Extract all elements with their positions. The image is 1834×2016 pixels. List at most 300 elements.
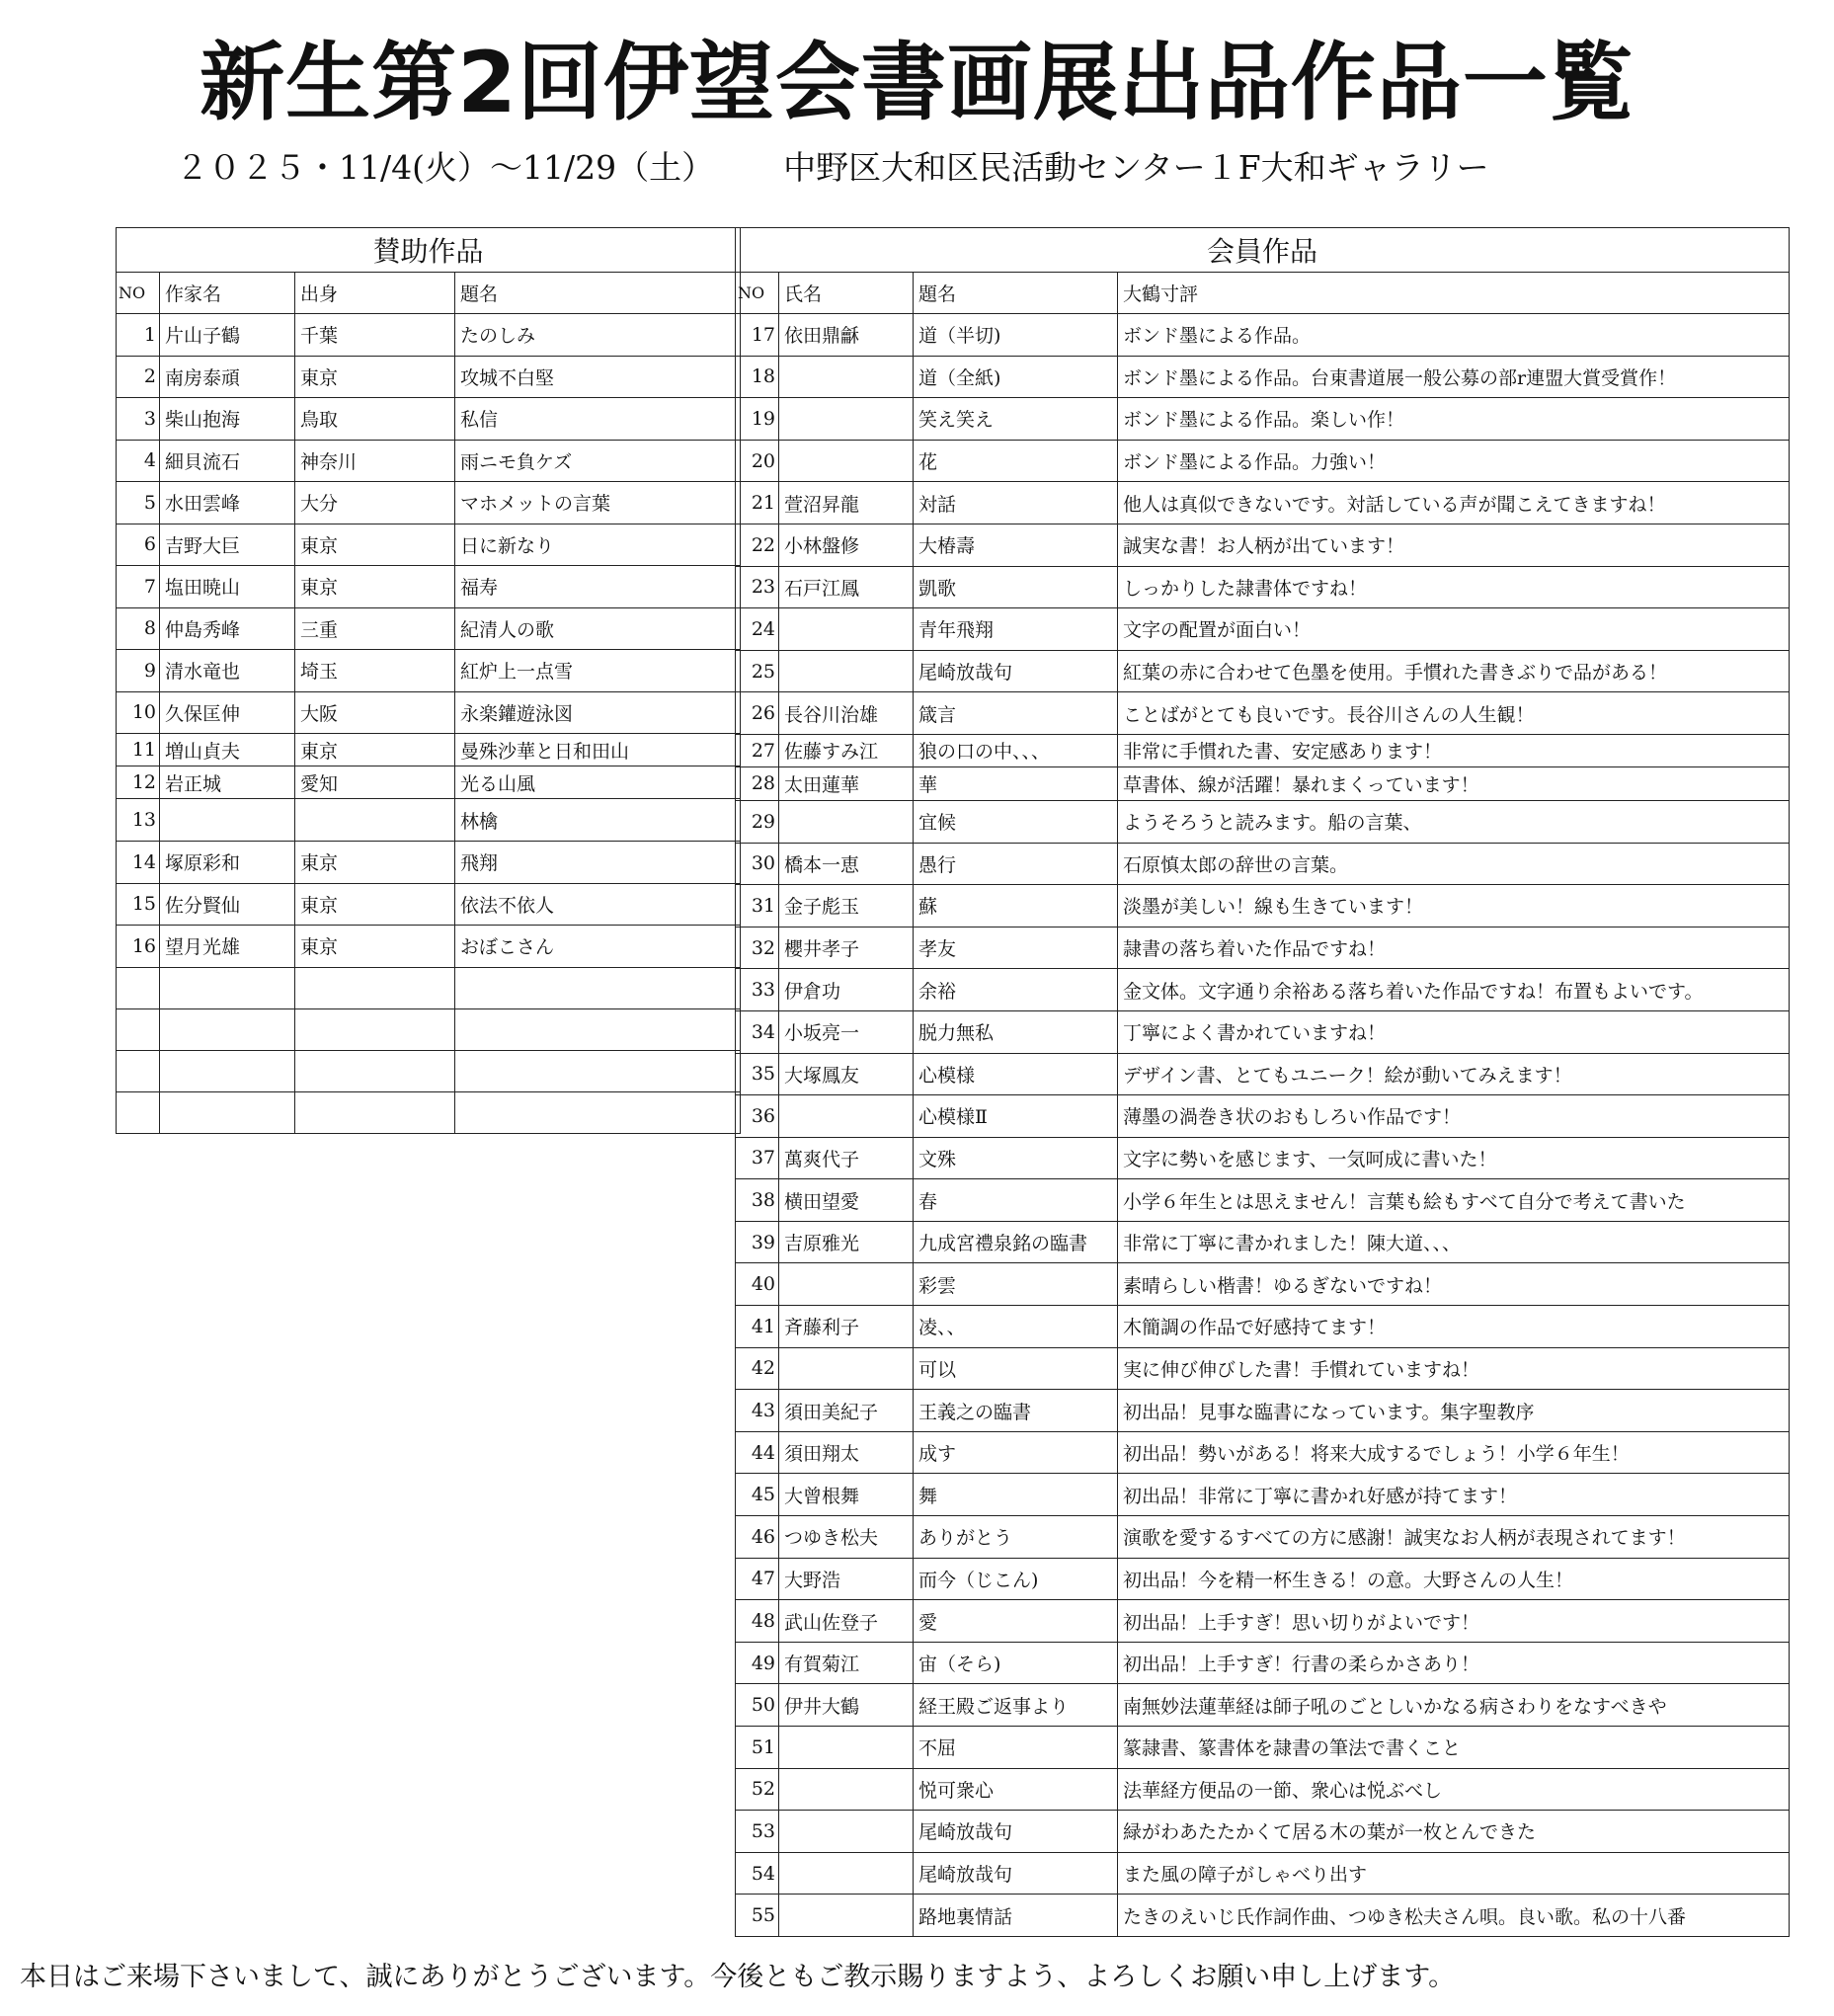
member-name: 石戸江鳳 [779, 566, 914, 608]
member-name [779, 398, 914, 441]
entry-number: 49 [736, 1642, 779, 1684]
work-title: 宜候 [914, 800, 1118, 843]
critique: ボンド墨による作品。台東書道展一般公募の部r連盟大賞受賞作！ [1118, 356, 1790, 398]
page-title: 新生第2回伊望会書画展出品作品一覧 [199, 34, 1635, 132]
empty-row [117, 1050, 741, 1091]
critique: 緑がわあたたかくて居る木の葉が一枚とんできた [1118, 1811, 1790, 1853]
work-title: 彩雲 [914, 1263, 1118, 1306]
artist-origin: 千葉 [295, 314, 455, 357]
critique: 篆隷書、篆書体を隷書の筆法で書くこと [1118, 1727, 1790, 1769]
work-title: 余裕 [914, 969, 1118, 1011]
critique: 初出品！上手すぎ！行書の柔らかさあり！ [1118, 1642, 1790, 1684]
table-row [736, 766, 1790, 800]
entry-number: 36 [736, 1095, 779, 1138]
member-name: 佐藤すみ江 [779, 734, 914, 766]
table-row [736, 314, 1790, 357]
empty-cell [295, 1091, 455, 1133]
table-row [736, 1010, 1790, 1053]
entry-number: 21 [736, 482, 779, 524]
critique: 薄墨の渦巻き状のおもしろい作品です！ [1118, 1095, 1790, 1138]
critique: 丁寧によく書かれていますね！ [1118, 1010, 1790, 1053]
table-row [117, 650, 741, 692]
entry-number: 18 [736, 356, 779, 398]
work-title: 悦可衆心 [914, 1768, 1118, 1811]
artist-name: 柴山抱海 [160, 398, 295, 441]
critique: 素晴らしい楷書！ゆるぎないですね！ [1118, 1263, 1790, 1306]
critique: 誠実な書！お人柄が出ています！ [1118, 524, 1790, 566]
critique: 淡墨が美しい！線も生きています！ [1118, 885, 1790, 927]
empty-cell [117, 1008, 160, 1050]
member-name [779, 800, 914, 843]
entry-number: 10 [117, 691, 160, 734]
work-title: 而今（じこん) [914, 1558, 1118, 1600]
artist-origin: 愛知 [295, 766, 455, 799]
work-title: 心模様 [914, 1053, 1118, 1095]
table-row [117, 799, 741, 842]
critique: たきのえいじ氏作詞作曲、つゆき松夫さん唄。良い歌。私の十八番 [1118, 1895, 1790, 1937]
empty-cell [455, 1050, 741, 1091]
entry-number: 12 [117, 766, 160, 799]
work-title: 紅炉上一点雪 [455, 650, 741, 692]
critique: 法華経方便品の一節、衆心は悦ぶべし [1118, 1768, 1790, 1811]
artist-name: 片山子鶴 [160, 314, 295, 357]
entry-number: 9 [117, 650, 160, 692]
work-title: 凌、、 [914, 1306, 1118, 1348]
entry-number: 3 [117, 398, 160, 441]
artist-origin: 東京 [295, 566, 455, 608]
critique: ボンド墨による作品。 [1118, 314, 1790, 357]
artist-name: 細貝流石 [160, 440, 295, 482]
table-row [736, 650, 1790, 692]
empty-cell [117, 967, 160, 1008]
member-name [779, 650, 914, 692]
entry-number: 16 [117, 926, 160, 968]
table-row [736, 1474, 1790, 1516]
artist-origin: 三重 [295, 607, 455, 650]
table-row [736, 1306, 1790, 1348]
member-works-table [735, 227, 1790, 1937]
work-title: 舞 [914, 1474, 1118, 1516]
member-name: 太田蓮華 [779, 766, 914, 800]
critique: ことばがとても良いです。長谷川さんの人生観！ [1118, 692, 1790, 735]
critique: 初出品！今を精一杯生きる！の意。大野さんの人生！ [1118, 1558, 1790, 1600]
critique: 初出品！上手すぎ！思い切りがよいです！ [1118, 1600, 1790, 1643]
member-name: 武山佐登子 [779, 1600, 914, 1643]
entry-number: 13 [117, 799, 160, 842]
work-title: 狼の口の中、、、 [914, 734, 1118, 766]
table-row [736, 1137, 1790, 1179]
table-row [736, 927, 1790, 969]
entry-number: 2 [117, 356, 160, 398]
table-row [736, 356, 1790, 398]
work-title: 尾崎放哉句 [914, 650, 1118, 692]
table-row [736, 1095, 1790, 1138]
sponsor-works-table [116, 227, 741, 1134]
artist-name: 清水竜也 [160, 650, 295, 692]
entry-number: 15 [117, 883, 160, 926]
member-name: 須田美紀子 [779, 1390, 914, 1432]
table-row [736, 1684, 1790, 1727]
table-row [117, 766, 741, 799]
entry-number: 26 [736, 692, 779, 735]
table-row [736, 398, 1790, 441]
work-title: 永楽鑵遊泳図 [455, 691, 741, 734]
member-name [779, 1852, 914, 1895]
entry-number: 25 [736, 650, 779, 692]
artist-origin: 鳥取 [295, 398, 455, 441]
entry-number: 28 [736, 766, 779, 800]
member-name: 有賀菊江 [779, 1642, 914, 1684]
entry-number: 45 [736, 1474, 779, 1516]
work-title: 飛翔 [455, 842, 741, 884]
member-name: 伊井大鶴 [779, 1684, 914, 1727]
column-header: 題名 [914, 273, 1118, 314]
member-name [779, 440, 914, 482]
entry-number: 6 [117, 524, 160, 566]
table-row [736, 1179, 1790, 1222]
column-header: 作家名 [160, 273, 295, 314]
work-title: 王義之の臨書 [914, 1390, 1118, 1432]
table-row [736, 1558, 1790, 1600]
member-name [779, 1768, 914, 1811]
entry-number: 39 [736, 1221, 779, 1263]
work-title: 凱歌 [914, 566, 1118, 608]
work-title: 不屈 [914, 1727, 1118, 1769]
table-row [736, 482, 1790, 524]
entry-number: 31 [736, 885, 779, 927]
work-title: 花 [914, 440, 1118, 482]
artist-origin: 東京 [295, 883, 455, 926]
artist-name: 久保匡伸 [160, 691, 295, 734]
critique: また風の障子がしゃべり出す [1118, 1852, 1790, 1895]
entry-number: 46 [736, 1516, 779, 1559]
table-row [117, 566, 741, 608]
critique: 隷書の落ち着いた作品ですね！ [1118, 927, 1790, 969]
member-name [779, 1263, 914, 1306]
artist-origin: 神奈川 [295, 440, 455, 482]
entry-number: 4 [117, 440, 160, 482]
empty-cell [455, 1008, 741, 1050]
member-name: 櫻井孝子 [779, 927, 914, 969]
column-header: NO [736, 273, 779, 314]
entry-number: 11 [117, 734, 160, 766]
work-title: 九成宮禮泉銘の臨書 [914, 1221, 1118, 1263]
critique: 文字に勢いを感じます、一気呵成に書いた！ [1118, 1137, 1790, 1179]
table-row [117, 926, 741, 968]
artist-origin: 東京 [295, 842, 455, 884]
artist-origin: 埼玉 [295, 650, 455, 692]
entry-number: 54 [736, 1852, 779, 1895]
work-title: 曼殊沙華と日和田山 [455, 734, 741, 766]
table-row [117, 691, 741, 734]
entry-number: 53 [736, 1811, 779, 1853]
table-row [736, 734, 1790, 766]
work-title: 日に新なり [455, 524, 741, 566]
member-name: 大塚鳳友 [779, 1053, 914, 1095]
entry-number: 17 [736, 314, 779, 357]
work-title: 心模様Ⅱ [914, 1095, 1118, 1138]
empty-cell [160, 1008, 295, 1050]
table-row [736, 1768, 1790, 1811]
table-row [736, 608, 1790, 651]
table-row [117, 440, 741, 482]
empty-cell [455, 1091, 741, 1133]
table-row [736, 885, 1790, 927]
entry-number: 5 [117, 482, 160, 524]
artist-name: 岩正城 [160, 766, 295, 799]
column-header: 氏名 [779, 273, 914, 314]
empty-cell [160, 1091, 295, 1133]
table-row [736, 843, 1790, 885]
entry-number: 34 [736, 1010, 779, 1053]
entry-number: 24 [736, 608, 779, 651]
work-title: 尾崎放哉句 [914, 1811, 1118, 1853]
table-row [736, 1390, 1790, 1432]
artist-name: 水田雲峰 [160, 482, 295, 524]
work-title: 蘇 [914, 885, 1118, 927]
table-row [736, 1895, 1790, 1937]
entry-number: 27 [736, 734, 779, 766]
entry-number: 47 [736, 1558, 779, 1600]
artist-name: 塚原彩和 [160, 842, 295, 884]
critique: しっかりした隷書体ですね！ [1118, 566, 1790, 608]
work-title: 経王殿ご返事より [914, 1684, 1118, 1727]
critique: 初出品！見事な臨書になっています。集字聖教序 [1118, 1390, 1790, 1432]
critique: 初出品！勢いがある！将来大成するでしょう！小学６年生！ [1118, 1431, 1790, 1474]
empty-cell [117, 1050, 160, 1091]
member-works-heading: 会員作品 [736, 228, 1790, 273]
work-title: 文殊 [914, 1137, 1118, 1179]
table-row [117, 482, 741, 524]
empty-cell [295, 1050, 455, 1091]
table-row [117, 398, 741, 441]
critique: 石原慎太郎の辞世の言葉。 [1118, 843, 1790, 885]
empty-cell [160, 1050, 295, 1091]
table-row [736, 969, 1790, 1011]
work-title: 可以 [914, 1347, 1118, 1390]
member-name: 金子彪玉 [779, 885, 914, 927]
work-title: 私信 [455, 398, 741, 441]
artist-origin: 東京 [295, 356, 455, 398]
entry-number: 44 [736, 1431, 779, 1474]
closing-message: 本日はご来場下さいまして、誠にありがとうございます。今後ともご教示賜りますよう、よろしくお願い申し上げます。 [20, 1962, 1456, 1992]
empty-cell [117, 1091, 160, 1133]
entry-number: 35 [736, 1053, 779, 1095]
empty-row [117, 1008, 741, 1050]
table-row [117, 842, 741, 884]
critique: 文字の配置が面白い！ [1118, 608, 1790, 651]
entry-number: 52 [736, 1768, 779, 1811]
entry-number: 8 [117, 607, 160, 650]
member-name [779, 1811, 914, 1853]
member-name: 斉藤利子 [779, 1306, 914, 1348]
critique: デザイン書、とてもユニーク！絵が動いてみえます！ [1118, 1053, 1790, 1095]
artist-origin: 大阪 [295, 691, 455, 734]
work-title: 光る山風 [455, 766, 741, 799]
critique: 他人は真似できないです。対話している声が聞こえてきますね！ [1118, 482, 1790, 524]
work-title: 孝友 [914, 927, 1118, 969]
work-title: 大椿壽 [914, 524, 1118, 566]
table-row [117, 524, 741, 566]
empty-cell [160, 967, 295, 1008]
table-row [736, 566, 1790, 608]
sponsor-works-heading: 賛助作品 [117, 228, 741, 273]
table-row [736, 524, 1790, 566]
entry-number: 29 [736, 800, 779, 843]
critique: 演歌を愛するすべての方に感謝！誠実なお人柄が表現されてます！ [1118, 1516, 1790, 1559]
member-name: 萱沼昇龍 [779, 482, 914, 524]
critique: 非常に丁寧に書かれました！陳大道、、、 [1118, 1221, 1790, 1263]
work-title: 攻城不白堅 [455, 356, 741, 398]
member-name: 長谷川治雄 [779, 692, 914, 735]
table-row [736, 1347, 1790, 1390]
entry-number: 43 [736, 1390, 779, 1432]
entry-number: 38 [736, 1179, 779, 1222]
critique: ようそろうと読みます。船の言葉、 [1118, 800, 1790, 843]
table-row [736, 1516, 1790, 1559]
work-title: 愛 [914, 1600, 1118, 1643]
member-name: 伊倉功 [779, 969, 914, 1011]
work-title: 林檎 [455, 799, 741, 842]
work-title: 脱力無私 [914, 1010, 1118, 1053]
member-name: 依田鼎龢 [779, 314, 914, 357]
column-header: NO [117, 273, 160, 314]
table-row [117, 734, 741, 766]
artist-origin [295, 799, 455, 842]
work-title: 華 [914, 766, 1118, 800]
table-row [736, 1852, 1790, 1895]
member-name: 須田翔太 [779, 1431, 914, 1474]
member-name [779, 608, 914, 651]
table-row [117, 607, 741, 650]
table-row [736, 692, 1790, 735]
critique: 木簡調の作品で好感持てます！ [1118, 1306, 1790, 1348]
work-title: 箴言 [914, 692, 1118, 735]
exhibition-info [176, 148, 1489, 188]
artist-name: 仲島秀峰 [160, 607, 295, 650]
work-title: おぼこさん [455, 926, 741, 968]
work-title: ありがとう [914, 1516, 1118, 1559]
work-title: 雨ニモ負ケズ [455, 440, 741, 482]
empty-cell [455, 967, 741, 1008]
critique: 紅葉の赤に合わせて色墨を使用。手慣れた書きぶりで品がある！ [1118, 650, 1790, 692]
critique: 南無妙法蓮華経は師子吼のごとしいかなる病さわりをなすべきや [1118, 1684, 1790, 1727]
member-name: 小林盤修 [779, 524, 914, 566]
table-row [736, 800, 1790, 843]
table-row [736, 1221, 1790, 1263]
work-title: 成す [914, 1431, 1118, 1474]
artist-origin: 東京 [295, 734, 455, 766]
empty-cell [295, 967, 455, 1008]
work-title: たのしみ [455, 314, 741, 357]
empty-cell [295, 1008, 455, 1050]
work-title: 宙（そら) [914, 1642, 1118, 1684]
member-name: つゆき松夫 [779, 1516, 914, 1559]
entry-number: 41 [736, 1306, 779, 1348]
entry-number: 51 [736, 1727, 779, 1769]
entry-number: 40 [736, 1263, 779, 1306]
entry-number: 30 [736, 843, 779, 885]
work-title: マホメットの言葉 [455, 482, 741, 524]
work-title: 対話 [914, 482, 1118, 524]
member-name [779, 1095, 914, 1138]
member-name: 萬爽代子 [779, 1137, 914, 1179]
table-row [736, 1263, 1790, 1306]
work-title: 春 [914, 1179, 1118, 1222]
work-title: 紀清人の歌 [455, 607, 741, 650]
empty-row [117, 1091, 741, 1133]
critique: ボンド墨による作品。楽しい作！ [1118, 398, 1790, 441]
empty-row [117, 967, 741, 1008]
column-header: 出身 [295, 273, 455, 314]
member-name [779, 1727, 914, 1769]
artist-origin: 大分 [295, 482, 455, 524]
entry-number: 32 [736, 927, 779, 969]
critique: 小学６年生とは思えません！言葉も絵もすべて自分で考えて書いた [1118, 1179, 1790, 1222]
artist-name [160, 799, 295, 842]
member-name: 横田望愛 [779, 1179, 914, 1222]
critique: 実に伸び伸びした書！手慣れていますね！ [1118, 1347, 1790, 1390]
table-row [117, 883, 741, 926]
work-title: 尾崎放哉句 [914, 1852, 1118, 1895]
work-title: 青年飛翔 [914, 608, 1118, 651]
table-row [736, 1642, 1790, 1684]
member-name: 大曾根舞 [779, 1474, 914, 1516]
work-title: 道（全紙) [914, 356, 1118, 398]
entry-number: 48 [736, 1600, 779, 1643]
member-name: 大野浩 [779, 1558, 914, 1600]
artist-name: 望月光雄 [160, 926, 295, 968]
table-row [736, 1600, 1790, 1643]
table-row [736, 1727, 1790, 1769]
entry-number: 23 [736, 566, 779, 608]
table-row [117, 356, 741, 398]
critique: 草書体、線が活躍！暴れまくっています！ [1118, 766, 1790, 800]
critique: 金文体。文字通り余裕ある落ち着いた作品ですね！布置もよいです。 [1118, 969, 1790, 1011]
entry-number: 22 [736, 524, 779, 566]
artist-name: 佐分賢仙 [160, 883, 295, 926]
column-header: 大鶴寸評 [1118, 273, 1790, 314]
critique: 初出品！非常に丁寧に書かれ好感が持てます！ [1118, 1474, 1790, 1516]
entry-number: 37 [736, 1137, 779, 1179]
artist-name: 塩田暁山 [160, 566, 295, 608]
table-row [736, 1431, 1790, 1474]
table-row [736, 1053, 1790, 1095]
work-title: 路地裏情話 [914, 1895, 1118, 1937]
member-name: 吉原雅光 [779, 1221, 914, 1263]
critique: ボンド墨による作品。力強い！ [1118, 440, 1790, 482]
table-row [736, 1811, 1790, 1853]
member-name [779, 1347, 914, 1390]
artist-name: 南房泰頑 [160, 356, 295, 398]
table-row [736, 440, 1790, 482]
entry-number: 20 [736, 440, 779, 482]
work-title: 依法不依人 [455, 883, 741, 926]
member-name: 橋本一恵 [779, 843, 914, 885]
exhibition-dates: ２０２５・11/4(火）～11/29（土） [176, 148, 715, 187]
entry-number: 7 [117, 566, 160, 608]
exhibition-venue: 中野区大和区民活動センター１F大和ギャラリー [783, 148, 1489, 187]
work-title: 道（半切) [914, 314, 1118, 357]
table-row [117, 314, 741, 357]
entry-number: 55 [736, 1895, 779, 1937]
entry-number: 33 [736, 969, 779, 1011]
entry-number: 19 [736, 398, 779, 441]
entry-number: 50 [736, 1684, 779, 1727]
critique: 非常に手慣れた書、安定感あります！ [1118, 734, 1790, 766]
member-name: 小坂亮一 [779, 1010, 914, 1053]
artist-origin: 東京 [295, 524, 455, 566]
